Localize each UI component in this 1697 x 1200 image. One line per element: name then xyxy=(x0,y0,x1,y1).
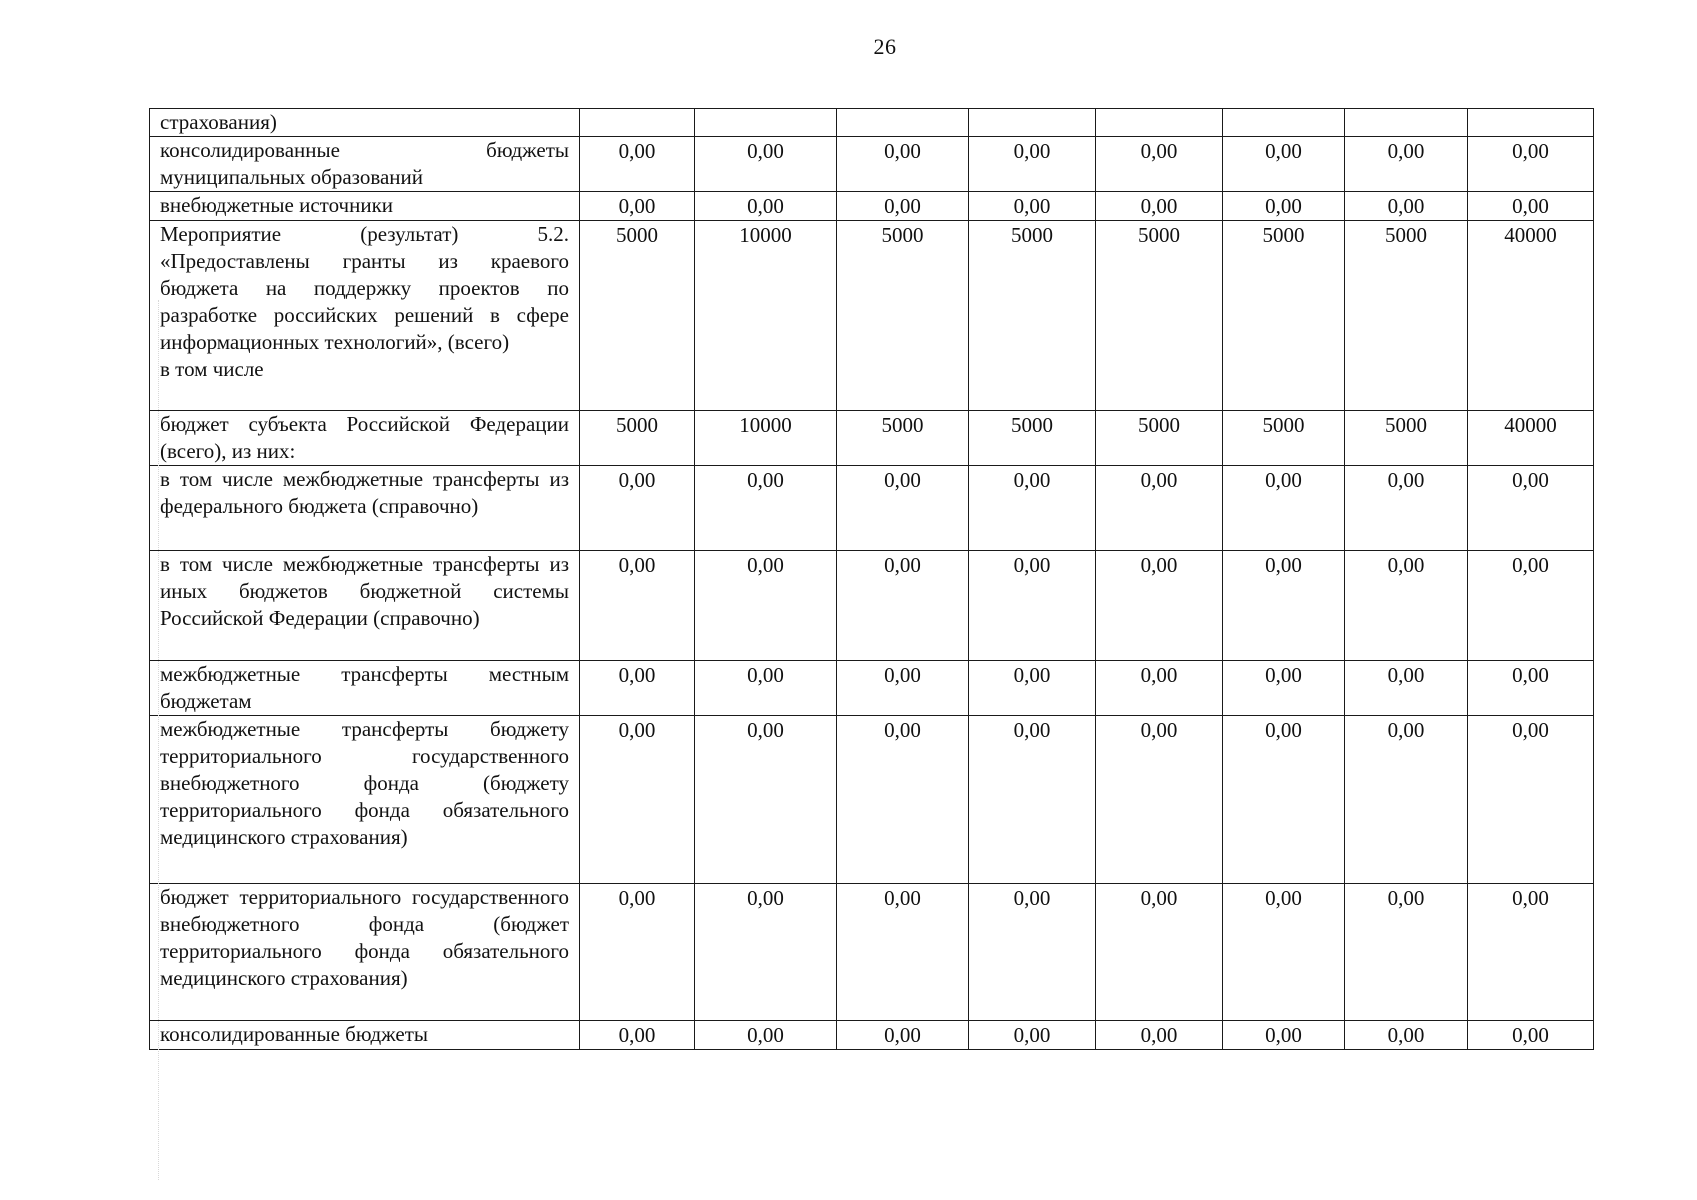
value-cell: 0,00 xyxy=(1345,466,1468,551)
value-cell: 0,00 xyxy=(837,137,969,192)
row-label-cell xyxy=(150,661,580,716)
value-cell: 40000 xyxy=(1468,411,1594,466)
value-cell: 0,00 xyxy=(1468,1021,1594,1050)
row-label-cell xyxy=(150,884,580,1021)
row-label: межбюджетные трансферты местным бюджетам xyxy=(160,662,569,713)
table-row xyxy=(150,716,1594,884)
value-cell: 5000 xyxy=(1223,411,1345,466)
value-cell: 5000 xyxy=(837,411,969,466)
value-cell: 0,00 xyxy=(1223,884,1345,1021)
row-label-cell xyxy=(150,466,580,551)
page-number: 26 xyxy=(873,34,897,59)
value-cell: 0,00 xyxy=(695,884,837,1021)
value-cell xyxy=(1096,109,1223,137)
value-cell: 0,00 xyxy=(969,884,1096,1021)
row-label-cell xyxy=(150,551,580,661)
table-row xyxy=(150,661,1594,716)
value-cell: 0,00 xyxy=(837,1021,969,1050)
value-cell: 0,00 xyxy=(969,716,1096,884)
value-cell: 0,00 xyxy=(1223,1021,1345,1050)
value-cell: 0,00 xyxy=(969,1021,1096,1050)
value-cell: 0,00 xyxy=(1468,466,1594,551)
value-cell: 5000 xyxy=(1223,221,1345,411)
row-label-cell xyxy=(150,411,580,466)
value-cell: 0,00 xyxy=(580,137,695,192)
value-cell: 0,00 xyxy=(1096,884,1223,1021)
value-cell xyxy=(969,109,1096,137)
scan-margin-dots xyxy=(158,300,160,1180)
value-cell: 0,00 xyxy=(969,137,1096,192)
row-label-cell xyxy=(150,716,580,884)
table-row xyxy=(150,1021,1594,1050)
value-cell: 0,00 xyxy=(837,716,969,884)
value-cell: 5000 xyxy=(969,411,1096,466)
value-cell: 0,00 xyxy=(580,884,695,1021)
value-cell: 0,00 xyxy=(1096,192,1223,221)
table-row xyxy=(150,411,1594,466)
value-cell: 0,00 xyxy=(1223,661,1345,716)
value-cell: 0,00 xyxy=(580,661,695,716)
row-label: бюджет территориального государственного внебюджетного фонда (бюджет территориального фонда обязательного медицинского страхования) xyxy=(160,885,569,990)
value-cell: 0,00 xyxy=(1096,466,1223,551)
value-cell: 0,00 xyxy=(1345,716,1468,884)
value-cell: 0,00 xyxy=(1468,192,1594,221)
value-cell: 0,00 xyxy=(1345,1021,1468,1050)
row-label: межбюджетные трансферты бюджету территориального государственного внебюджетного фонда (бюджету территориального фонда обязательного медицинского страхования) xyxy=(160,717,569,849)
value-cell xyxy=(695,109,837,137)
value-cell: 5000 xyxy=(837,221,969,411)
value-cell: 0,00 xyxy=(1345,137,1468,192)
value-cell: 0,00 xyxy=(1345,551,1468,661)
value-cell: 0,00 xyxy=(580,551,695,661)
table-row xyxy=(150,192,1594,221)
table-row xyxy=(150,221,1594,411)
row-label: в том числе межбюджетные трансферты из федерального бюджета (справочно) xyxy=(160,467,569,518)
value-cell: 0,00 xyxy=(1096,661,1223,716)
value-cell: 40000 xyxy=(1468,221,1594,411)
value-cell: 0,00 xyxy=(1345,884,1468,1021)
row-label-cell xyxy=(150,137,580,192)
table-body xyxy=(150,109,1594,1050)
value-cell: 0,00 xyxy=(695,466,837,551)
value-cell: 0,00 xyxy=(580,466,695,551)
value-cell: 5000 xyxy=(1345,221,1468,411)
value-cell: 0,00 xyxy=(837,661,969,716)
value-cell: 0,00 xyxy=(837,551,969,661)
value-cell: 0,00 xyxy=(580,1021,695,1050)
value-cell: 0,00 xyxy=(695,1021,837,1050)
value-cell: 0,00 xyxy=(1468,661,1594,716)
row-label: бюджет субъекта Российской Федерации (всего), из них: xyxy=(160,412,569,463)
value-cell xyxy=(580,109,695,137)
table-row xyxy=(150,551,1594,661)
table-row xyxy=(150,466,1594,551)
value-cell: 0,00 xyxy=(1468,137,1594,192)
value-cell: 0,00 xyxy=(580,716,695,884)
value-cell: 0,00 xyxy=(1345,661,1468,716)
value-cell: 0,00 xyxy=(695,137,837,192)
row-label-cell xyxy=(150,221,580,411)
value-cell: 0,00 xyxy=(1096,1021,1223,1050)
funding-table xyxy=(149,108,1594,1050)
value-cell: 0,00 xyxy=(1096,137,1223,192)
row-label-cell xyxy=(150,109,580,137)
row-label: консолидированные бюджеты xyxy=(160,1022,429,1046)
value-cell: 0,00 xyxy=(969,192,1096,221)
value-cell: 0,00 xyxy=(837,466,969,551)
value-cell: 0,00 xyxy=(695,192,837,221)
value-cell: 0,00 xyxy=(1223,466,1345,551)
row-label: Мероприятие (результат) 5.2. «Предоставлены гранты из краевого бюджета на поддержку проектов по разработке российских решений в сфере информационных технологий», (всего) в том числе xyxy=(160,222,569,381)
value-cell: 5000 xyxy=(969,221,1096,411)
row-label-cell xyxy=(150,192,580,221)
value-cell: 0,00 xyxy=(837,192,969,221)
value-cell: 5000 xyxy=(1096,411,1223,466)
row-label-cell xyxy=(150,1021,580,1050)
value-cell: 0,00 xyxy=(837,884,969,1021)
value-cell: 0,00 xyxy=(1468,716,1594,884)
row-label: страхования) xyxy=(160,110,277,134)
row-label: в том числе межбюджетные трансферты из иных бюджетов бюджетной системы Российской Федерации (справочно) xyxy=(160,552,569,630)
value-cell: 0,00 xyxy=(1096,716,1223,884)
value-cell: 0,00 xyxy=(1096,551,1223,661)
value-cell: 0,00 xyxy=(1223,137,1345,192)
value-cell: 0,00 xyxy=(695,661,837,716)
value-cell: 0,00 xyxy=(695,551,837,661)
row-label: внебюджетные источники xyxy=(160,193,394,217)
value-cell: 0,00 xyxy=(1223,551,1345,661)
value-cell: 0,00 xyxy=(969,661,1096,716)
value-cell: 5000 xyxy=(580,221,695,411)
value-cell xyxy=(1223,109,1345,137)
table-row xyxy=(150,137,1594,192)
value-cell: 0,00 xyxy=(580,192,695,221)
value-cell: 0,00 xyxy=(969,466,1096,551)
value-cell: 10000 xyxy=(695,411,837,466)
value-cell: 5000 xyxy=(1345,411,1468,466)
value-cell: 0,00 xyxy=(969,551,1096,661)
table-row xyxy=(150,884,1594,1021)
value-cell: 5000 xyxy=(1096,221,1223,411)
value-cell: 5000 xyxy=(580,411,695,466)
value-cell: 0,00 xyxy=(1223,716,1345,884)
value-cell: 0,00 xyxy=(1468,551,1594,661)
value-cell: 10000 xyxy=(695,221,837,411)
value-cell xyxy=(837,109,969,137)
value-cell: 0,00 xyxy=(695,716,837,884)
value-cell: 0,00 xyxy=(1223,192,1345,221)
value-cell: 0,00 xyxy=(1345,192,1468,221)
table-row xyxy=(150,109,1594,137)
row-label: консолидированные бюджеты муниципальных образований xyxy=(160,138,569,189)
value-cell xyxy=(1345,109,1468,137)
value-cell: 0,00 xyxy=(1468,884,1594,1021)
value-cell xyxy=(1468,109,1594,137)
